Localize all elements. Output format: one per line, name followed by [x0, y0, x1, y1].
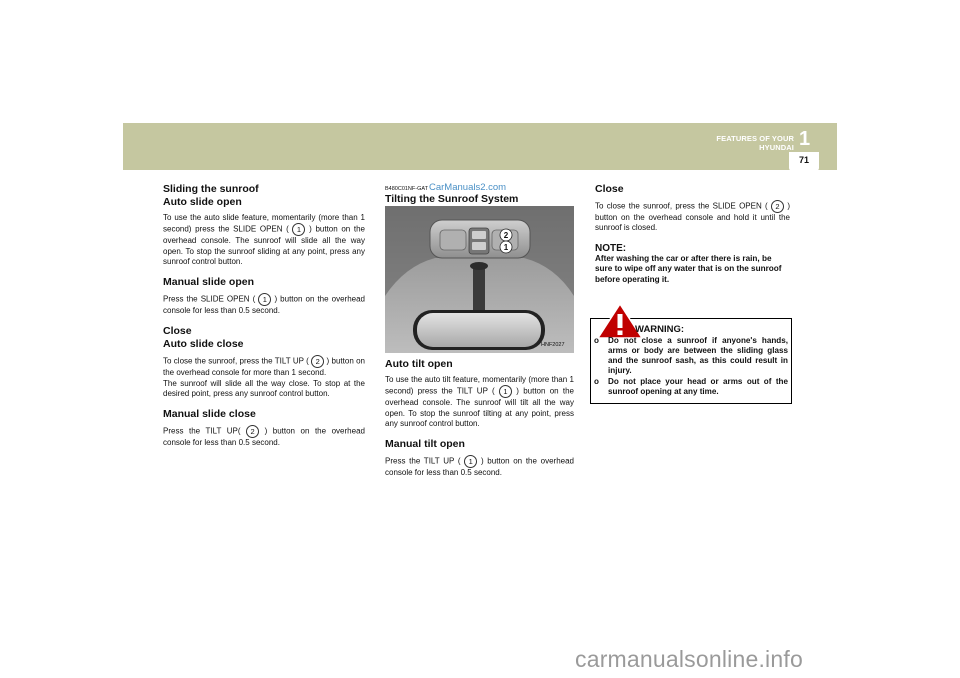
chapter-title: FEATURES OF YOUR HYUNDAI	[716, 134, 794, 152]
para-manual-slide-open: Press the SLIDE OPEN ( 1 ) button on the overhead console for less than 0.5 second.	[163, 294, 365, 316]
column-middle	[385, 184, 574, 206]
heading-manual-tilt-open: Manual tilt open	[385, 438, 465, 451]
note-title: NOTE:	[595, 242, 627, 254]
warning-item-text: Do not place your head or arms out of the sunroof opening at any time.	[608, 377, 788, 396]
column-right	[595, 183, 790, 285]
para-auto-slide-close-2: The sunroof will slide all the way close. To stop at the desired point, press any sunroof control button.	[163, 378, 365, 399]
para-close: To close the sunroof, press the SLIDE OPEN ( 2 ) button on the overhead console and hold it until the sunroof is closed.	[595, 201, 790, 233]
warning-list	[594, 336, 788, 398]
page-number: 71	[798, 155, 809, 165]
heading-auto-slide-open: Auto slide open	[163, 196, 242, 208]
heading-close: Close	[163, 325, 192, 338]
column-left	[163, 183, 365, 449]
para-auto-slide-open: To use the auto slide feature, momentarily (more than 1 second) press the SLIDE OPEN ( 1 ) button on the overhead console. The sunroof will slide all the way open. To stop the sunroof sliding at any point, press any sunroof control button.	[163, 213, 365, 266]
warning-item	[594, 336, 788, 376]
watermark-link[interactable]: CarManuals2.com	[429, 182, 507, 193]
warning-item	[594, 377, 788, 397]
overhead-console-illustration	[385, 206, 574, 353]
heading-close-right: Close	[595, 183, 624, 195]
note-text: After washing the car or after there is rain, be sure to wipe off any water that is on the sunroof before operating it.	[595, 253, 782, 284]
callout-1: 1	[258, 293, 271, 306]
heading-tilting: Tilting the Sunroof System	[385, 193, 519, 205]
doc-code-line	[385, 184, 574, 193]
footer-watermark[interactable]: carmanualsonline.info	[575, 646, 803, 672]
heading-manual-slide-open: Manual slide open	[163, 276, 255, 289]
figure-code: HNF2027	[541, 342, 565, 348]
overhead-console-photo	[385, 206, 574, 353]
figure-callout-1-label: 1	[503, 243, 509, 252]
callout-2: 2	[246, 425, 259, 438]
heading-manual-slide-close: Manual slide close	[163, 408, 256, 421]
callout-2: 2	[771, 200, 784, 213]
callout-1: 1	[464, 455, 477, 468]
para-auto-slide-close: To close the sunroof, press the TILT UP ( 2 ) button on the overhead console for more than 1 second.	[163, 357, 366, 378]
warning-title: WARNING:	[635, 324, 685, 335]
heading-auto-tilt-open: Auto tilt open	[385, 358, 453, 370]
warning-item-text: Do not close a sunroof if anyone's hands, arms or body are between the sliding glass and the sunroof sash, as this could result in injury.	[608, 336, 788, 375]
column-middle-lower	[385, 358, 574, 478]
heading-sliding-sunroof: Sliding the sunroof	[163, 183, 259, 195]
para-manual-tilt-open: Press the TILT UP ( 1 ) button on the overhead console for less than 0.5 second.	[385, 456, 574, 478]
warning-bullet: o	[594, 377, 599, 386]
callout-2: 2	[311, 355, 324, 368]
doc-code: B480C01NF-GAT	[385, 186, 428, 192]
para-manual-slide-close: Press the TILT UP( 2 ) button on the overhead console for less than 0.5 second.	[163, 426, 365, 448]
callout-1: 1	[499, 385, 512, 398]
chapter-number: 1	[799, 128, 811, 150]
warning-bullet: o	[594, 336, 599, 345]
heading-auto-slide-close: Auto slide close	[163, 338, 244, 351]
para-auto-tilt-open: To use the auto tilt feature, momentarily (more than 1 second) press the TILT UP ( 1 ) button on the overhead console. The sunroof will tilt all the way open. To stop the sunroof tilting at any point, press any sunroof control button.	[385, 375, 575, 428]
callout-1: 1	[292, 223, 305, 236]
figure-callout-2-label: 2	[503, 231, 509, 240]
